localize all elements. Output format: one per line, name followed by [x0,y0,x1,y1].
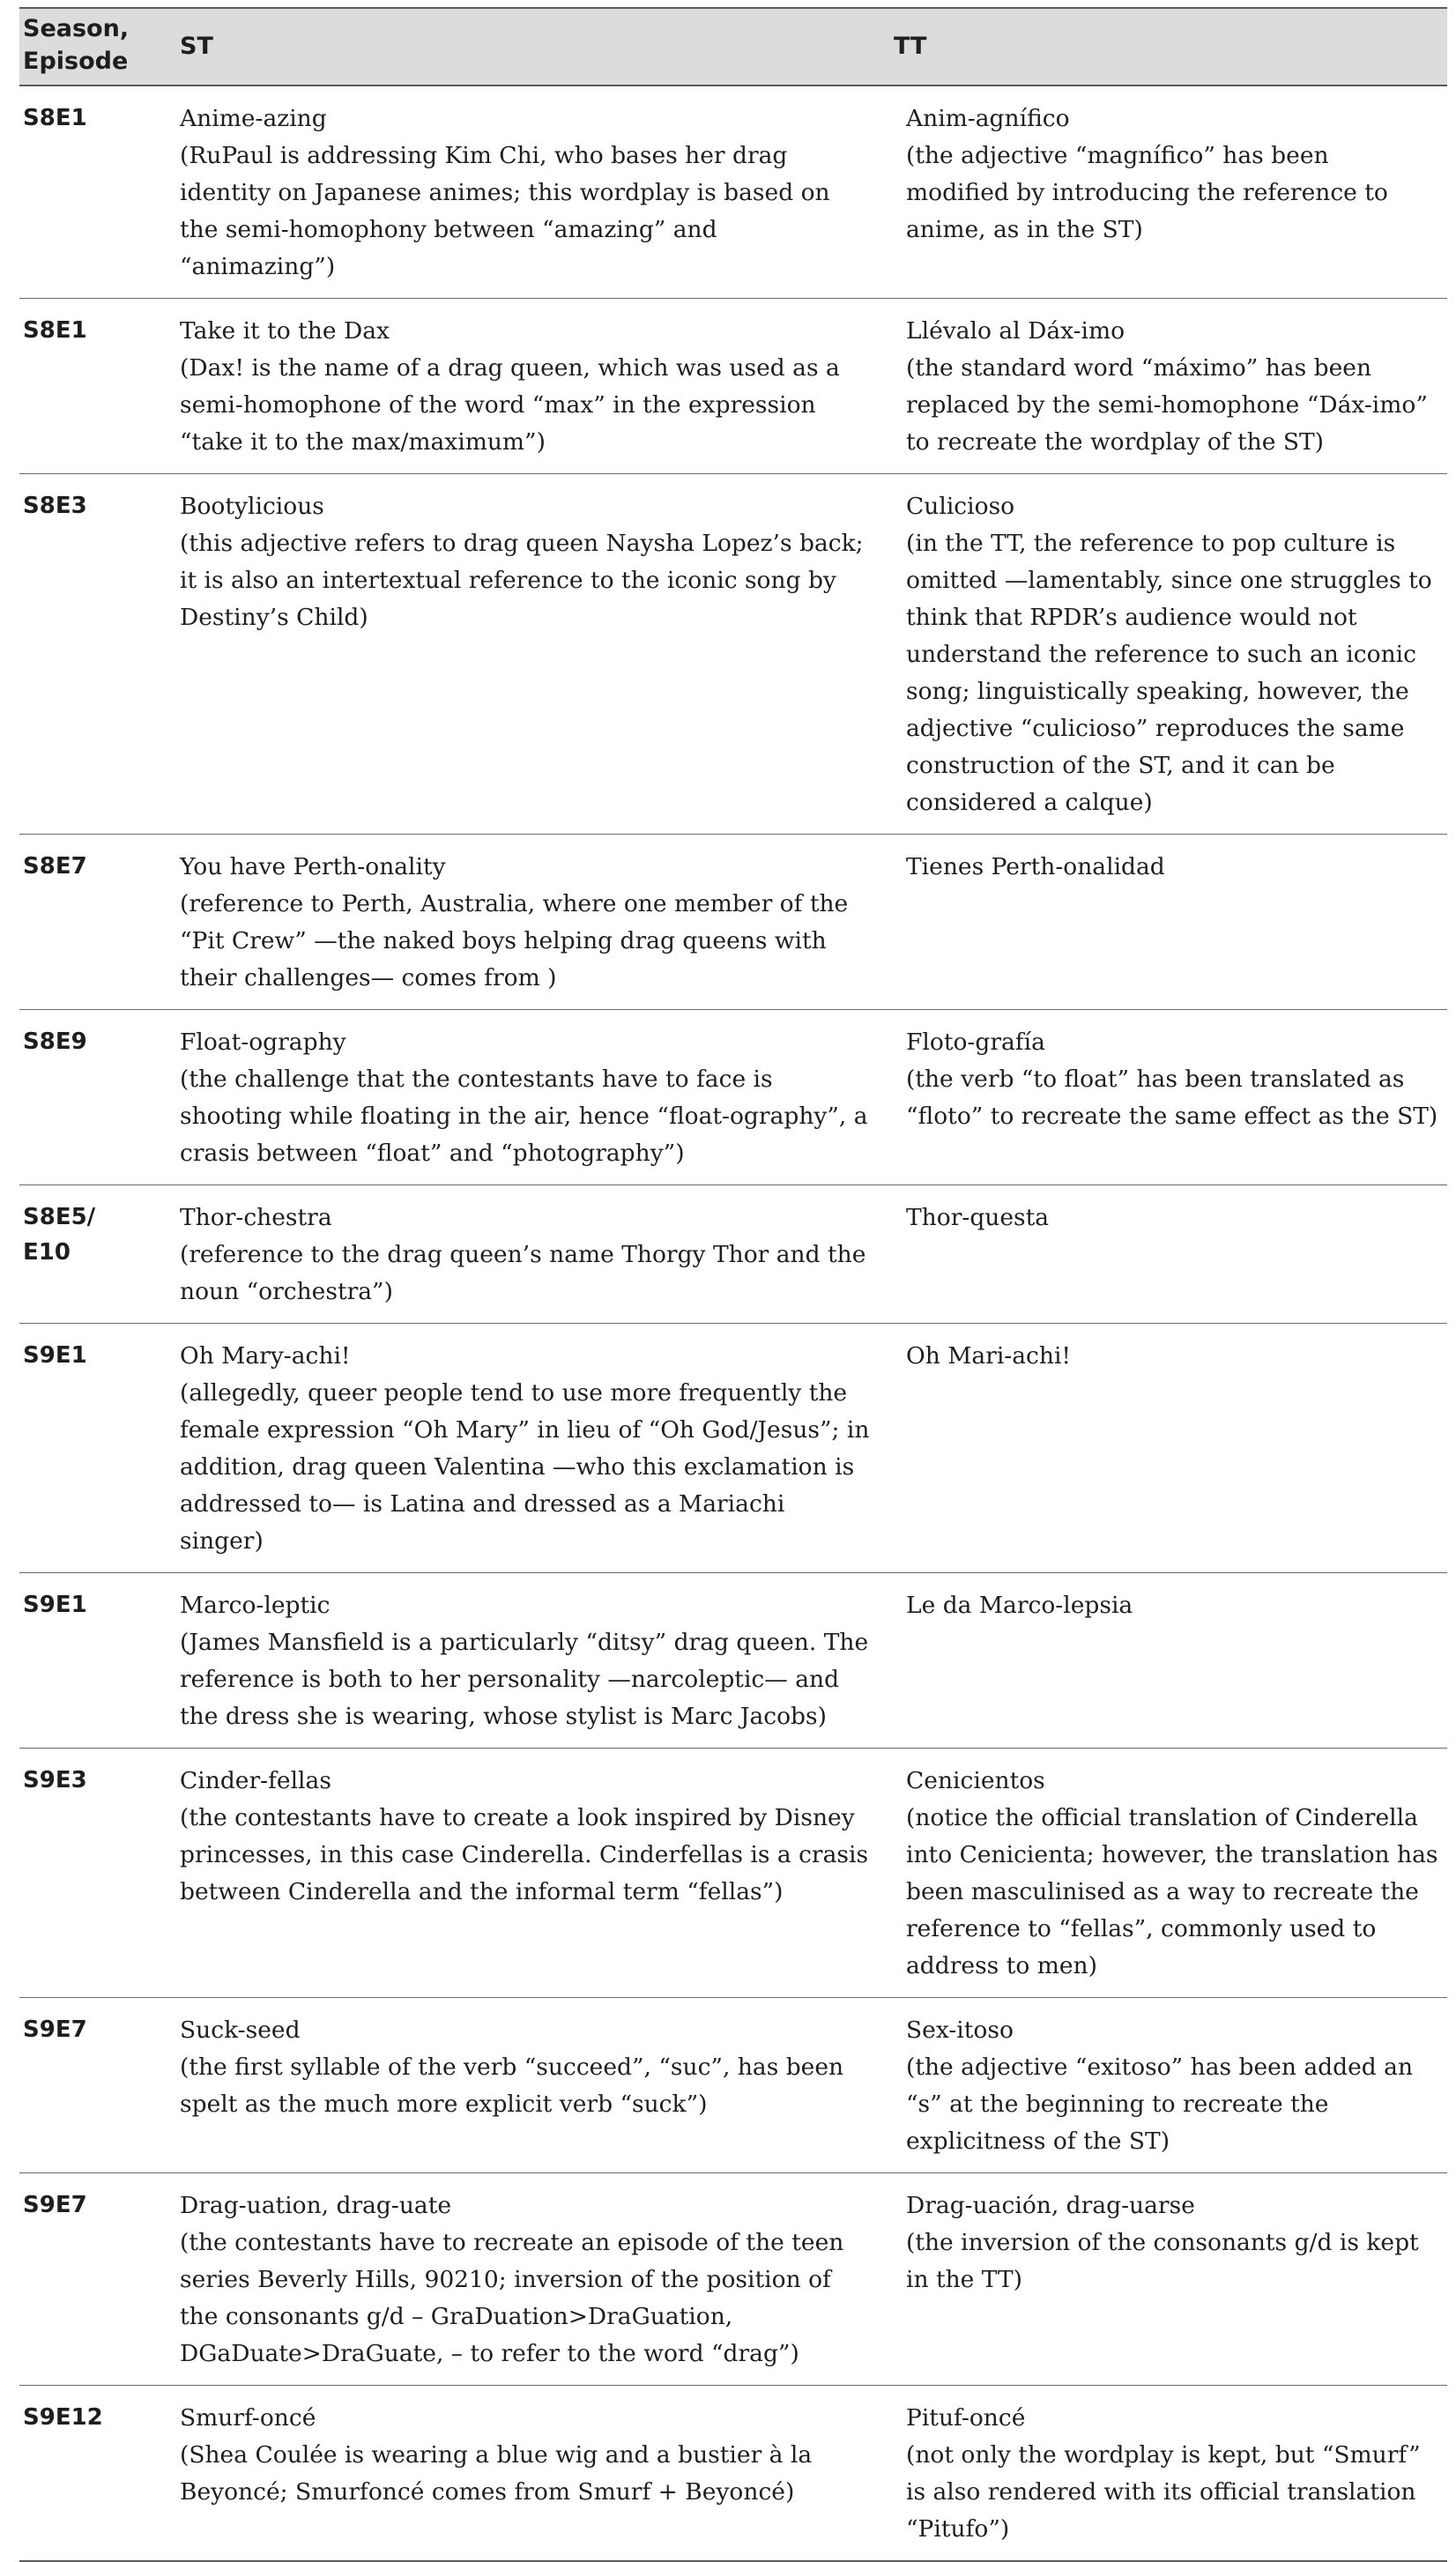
st-note: (the first syllable of the verb “succeed”, “suc”, has been spelt as the much more explicit verb “suck”) [180,2053,844,2118]
episode-cell: S8E9 [19,1010,145,1185]
st-cell [145,835,890,1010]
tt-cell [890,1573,1447,1749]
tt-term: Drag-uación, drag-uarse [906,2192,1195,2219]
tt-cell [890,1185,1447,1324]
tt-cell [890,299,1447,474]
header-row [19,8,1447,85]
tt-term: Floto-grafía [906,1029,1045,1056]
episode-cell: S9E1 [19,1324,145,1573]
st-term: Oh Mary-achi! [180,1342,351,1370]
st-cell [145,1185,890,1324]
tt-term: Sex-itoso [906,2016,1014,2044]
tt-cell [890,2173,1447,2386]
tt-note: (not only the wordplay is kept, but “Smurf” is also rendered with its official translation “Pitufo”) [906,2441,1421,2543]
table-row [19,299,1447,474]
table-row [19,1749,1447,1998]
header-tt: TT [890,8,1447,85]
table-row [19,1573,1447,1749]
table-row [19,1324,1447,1573]
table-row [19,1185,1447,1324]
st-cell [145,2173,890,2386]
tt-note: (the adjective “exitoso” has been added an “s” at the beginning to recreate the explicitness of the ST) [906,2053,1414,2155]
st-term: Anime-azing [180,105,327,132]
st-note: (the contestants have to recreate an episode of the teen series Beverly Hills, 90210; inversion of the position of the consonants g/d – GraDuation>DraGuation, DGaDuate>DraGuate, – to refer to the word “drag”) [180,2229,844,2367]
tt-note: (the adjective “magnífico” has been modified by introducing the reference to anime, as in the ST) [906,142,1388,243]
st-note: (Dax! is the name of a drag queen, which was used as a semi-homophone of the word “max” in the expression “take it to the max/maximum”) [180,354,840,456]
st-term: Float-ography [180,1029,346,1056]
st-term: Take it to the Dax [180,317,390,345]
tt-cell [890,835,1447,1010]
table-row [19,474,1447,835]
st-note: (the contestants have to create a look inspired by Disney princesses, in this case Cinderella. Cinderfellas is a crasis between Cinderella and the informal term “fellas”) [180,1804,869,1905]
st-note: (Shea Coulée is wearing a blue wig and a bustier à la Beyoncé; Smurfoncé comes from Smurf + Beyoncé) [180,2441,813,2506]
st-cell [145,474,890,835]
tt-term: Oh Mari-achi! [906,1342,1072,1370]
header-season-episode: Season, Episode [19,8,145,85]
tt-cell [890,1998,1447,2173]
tt-cell [890,85,1447,299]
tt-cell [890,2386,1447,2562]
st-cell [145,1324,890,1573]
episode-cell: S8E1 [19,299,145,474]
tt-term: Cenicientos [906,1767,1045,1794]
tt-note: (the inversion of the consonants g/d is kept in the TT) [906,2229,1419,2293]
translation-table-container [19,7,1447,2562]
st-note: (allegedly, queer people tend to use more frequently the female expression “Oh Mary” in lieu of “Oh God/Jesus”; in addition, drag queen Valentina —who this exclamation is addressed to— is Latina and dressed as a Mariachi singer) [180,1379,870,1555]
st-note: (reference to the drag queen’s name Thorgy Thor and the noun “orchestra”) [180,1241,866,1305]
st-cell [145,2386,890,2562]
tt-note: (the verb “to float” has been translated as “floto” to recreate the same effect as the ST) [906,1066,1438,1130]
tt-cell [890,1010,1447,1185]
st-term: Cinder-fellas [180,1767,331,1794]
tt-term: Tienes Perth-onalidad [906,853,1165,880]
st-cell [145,1998,890,2173]
table-row [19,2386,1447,2562]
episode-cell: S8E3 [19,474,145,835]
episode-cell: S8E7 [19,835,145,1010]
table-header [19,8,1447,85]
st-term: Bootylicious [180,493,324,520]
st-cell [145,85,890,299]
episode-cell: S8E1 [19,85,145,299]
episode-cell: S9E7 [19,1998,145,2173]
tt-term: Pituf-oncé [906,2404,1026,2432]
tt-note: (the standard word “máximo” has been replaced by the semi-homophone “Dáx-imo” to recreate the wordplay of the ST) [906,354,1428,456]
st-cell [145,1573,890,1749]
st-term: Thor-chestra [180,1204,332,1231]
table-row [19,85,1447,299]
table-row [19,835,1447,1010]
episode-cell: S8E5/ E10 [19,1185,145,1324]
st-cell [145,299,890,474]
tt-note: (in the TT, the reference to pop culture is omitted —lamentably, since one struggles to think that RPDR’s audience would not understand the reference to such an iconic song; linguistically speaking, however, the adjective “culicioso” reproduces the same construction of the ST, and it can be considered a calque) [906,530,1432,816]
st-note: (James Mansfield is a particularly “ditsy” drag queen. The reference is both to her personality —narcoleptic— and the dress she is wearing, whose stylist is Marc Jacobs) [180,1629,869,1730]
st-note: (reference to Perth, Australia, where one member of the “Pit Crew” —the naked boys helping drag queens with their challenges— comes from ) [180,890,849,991]
tt-cell [890,474,1447,835]
table-row [19,1998,1447,2173]
st-note: (RuPaul is addressing Kim Chi, who bases her drag identity on Japanese animes; this wordplay is based on the semi-homophony between “amazing” and “animazing”) [180,142,830,280]
tt-term: Le da Marco-lepsia [906,1592,1133,1619]
episode-cell: S9E3 [19,1749,145,1998]
st-note: (this adjective refers to drag queen Naysha Lopez’s back; it is also an intertextual reference to the iconic song by Destiny’s Child) [180,530,864,631]
tt-note: (notice the official translation of Cinderella into Cenicienta; however, the translation has been masculinised as a way to recreate the reference to “fellas”, commonly used to address to men) [906,1804,1438,1979]
st-cell [145,1749,890,1998]
tt-cell [890,1749,1447,1998]
table-row [19,1010,1447,1185]
tt-cell [890,1324,1447,1573]
tt-term: Thor-questa [906,1204,1050,1231]
st-term: Drag-uation, drag-uate [180,2192,452,2219]
table-body [19,85,1447,2561]
episode-cell: S9E12 [19,2386,145,2562]
table-row [19,2173,1447,2386]
st-term: Smurf-oncé [180,2404,316,2432]
tt-term: Anim-agnífico [906,105,1070,132]
tt-term: Llévalo al Dáx-imo [906,317,1125,345]
episode-cell: S9E1 [19,1573,145,1749]
episode-cell: S9E7 [19,2173,145,2386]
st-term: Suck-seed [180,2016,301,2044]
st-term: You have Perth-onality [180,853,446,880]
tt-term: Culicioso [906,493,1015,520]
st-cell [145,1010,890,1185]
header-st: ST [145,8,890,85]
st-term: Marco-leptic [180,1592,331,1619]
st-note: (the challenge that the contestants have to face is shooting while floating in the air, hence “float-ography”, a crasis between “float” and “photography”) [180,1066,868,1167]
wordplay-translation-table [19,7,1447,2562]
